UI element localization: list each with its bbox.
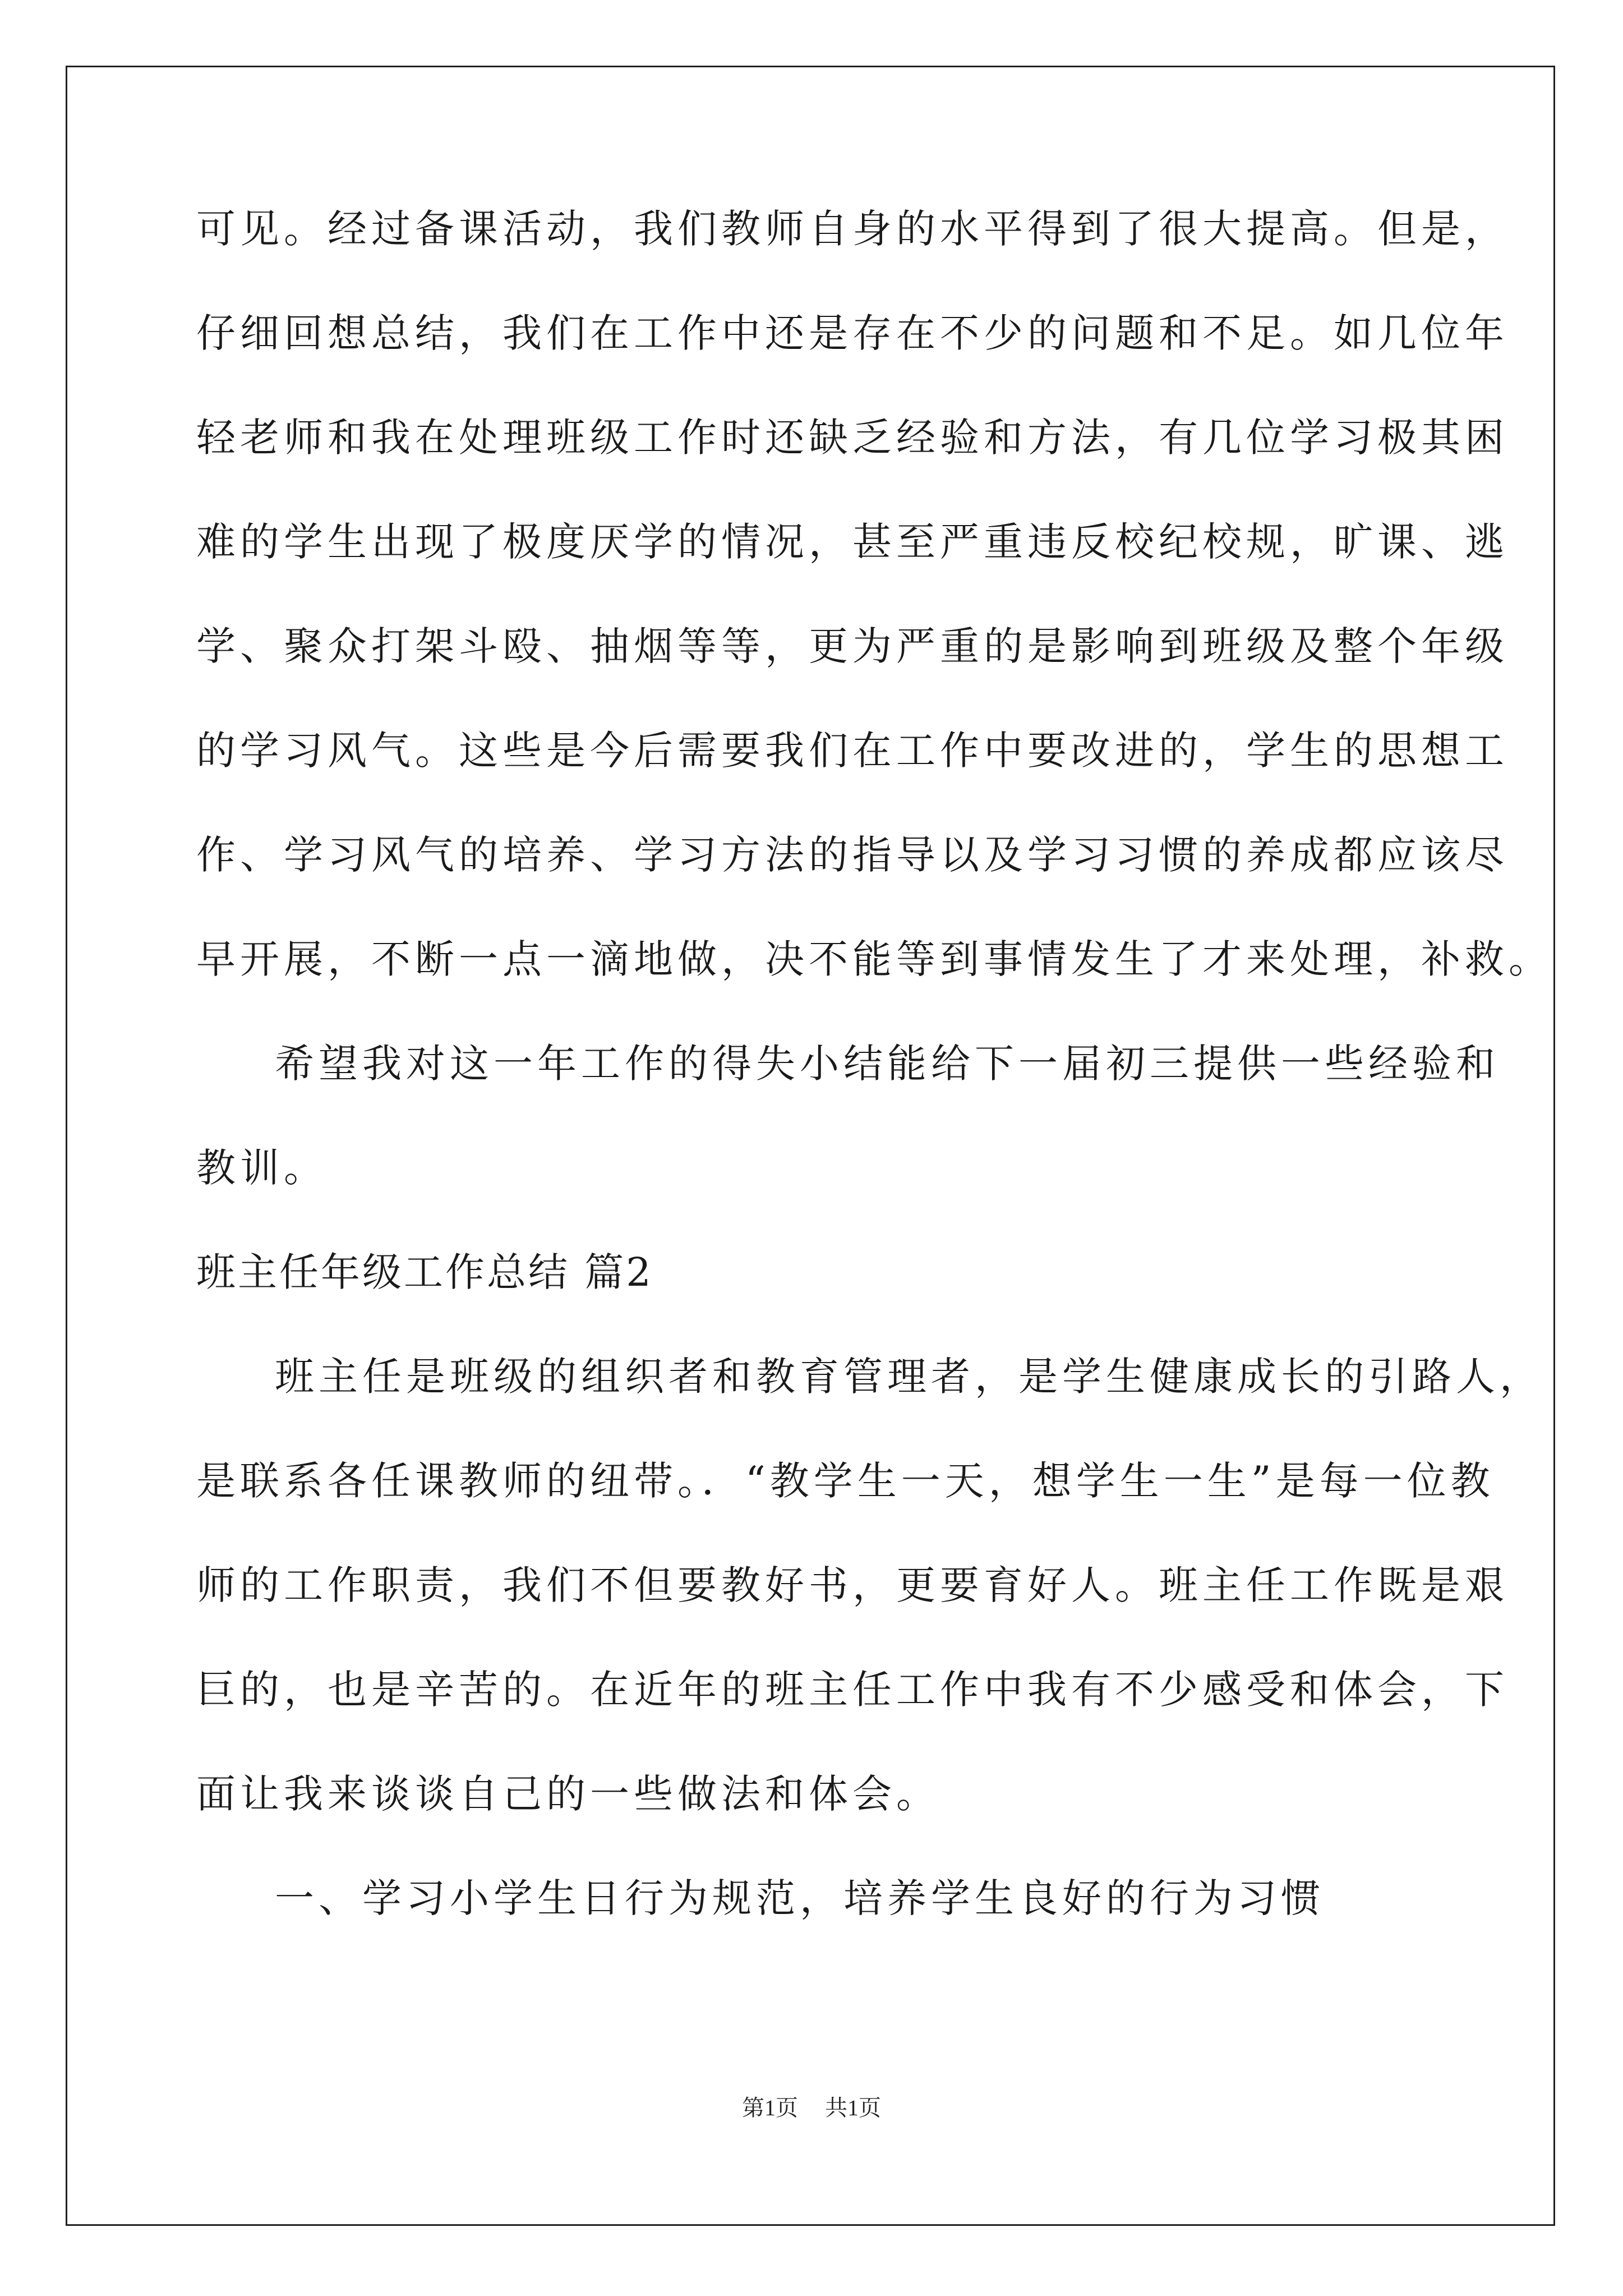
page-number: 第1页: [742, 2095, 798, 2120]
paragraph-line: 难的学生出现了极度厌学的情况，甚至严重违反校纪校规，旷课、逃: [196, 519, 1509, 565]
paragraph-line: 希望我对这一年工作的得失小结能给下一届初三提供一些经验和: [275, 1041, 1500, 1087]
paragraph-line: 面让我来谈谈自己的一些做法和体会。: [196, 1771, 940, 1817]
paragraph-line: 轻老师和我在处理班级工作时还缺乏经验和方法，有几位学习极其困: [196, 415, 1509, 461]
subheading-line: 一、学习小学生日行为规范，培养学生良好的行为习惯: [275, 1875, 1325, 1921]
paragraph-line: 可见。经过备课活动，我们教师自身的水平得到了很大提高。但是，: [196, 206, 1509, 252]
paragraph-line: 早开展，不断一点一滴地做，决不能等到事情发生了才来处理，补救。: [196, 936, 1552, 982]
page-footer: [0, 2097, 1623, 2119]
paragraph-line: 作、学习风气的培养、学习方法的指导以及学习习惯的养成都应该尽: [196, 832, 1509, 878]
paragraph-line: 学、聚众打架斗殴、抽烟等等，更为严重的是影响到班级及整个年级: [196, 623, 1509, 669]
paragraph-line: 是联系各任课教师的纽带。．“教学生一天，想学生一生”是每一位教: [196, 1458, 1495, 1504]
paragraph-line: 巨的，也是辛苦的。在近年的班主任工作中我有不少感受和体会，下: [196, 1667, 1509, 1713]
paragraph-line: 教训。: [196, 1145, 328, 1191]
paragraph-line: 的学习风气。这些是今后需要我们在工作中要改进的，学生的思想工: [196, 728, 1509, 774]
paragraph-line: 师的工作职责，我们不但要教好书，更要育好人。班主任工作既是艰: [196, 1562, 1509, 1608]
paragraph-line: 仔细回想总结，我们在工作中还是存在不少的问题和不足。如几位年: [196, 310, 1509, 356]
section-heading: 班主任年级工作总结 篇2: [196, 1249, 653, 1295]
paragraph-line: 班主任是班级的组织者和教育管理者，是学生健康成长的引路人，: [275, 1354, 1543, 1400]
page-total: 共1页: [825, 2095, 881, 2120]
